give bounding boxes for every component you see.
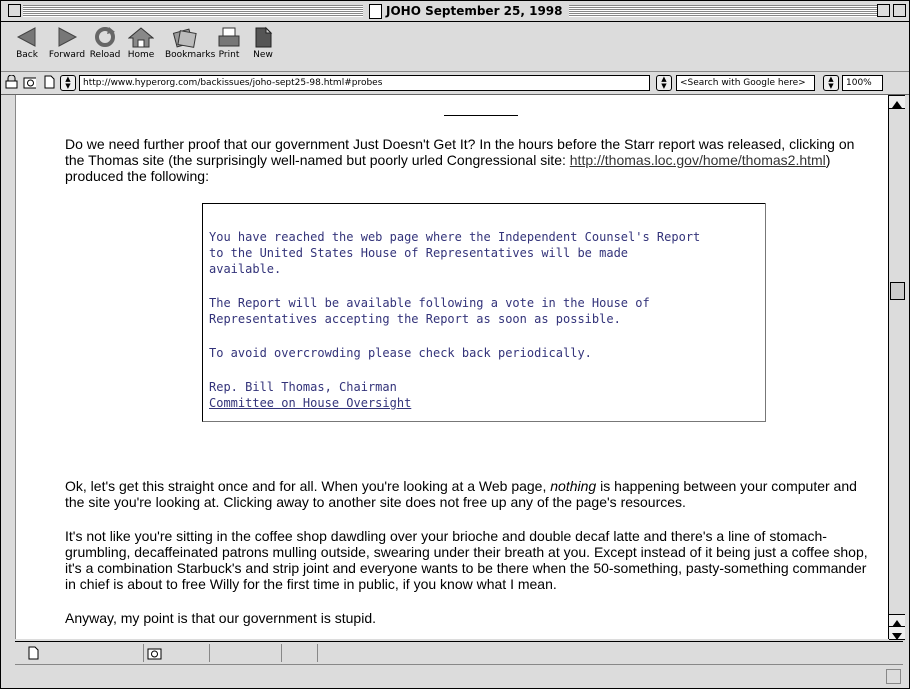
status-cell-camera [145, 644, 210, 662]
notice-line: available. [209, 262, 282, 276]
committee-link[interactable]: Committee on House Oversight [209, 396, 412, 410]
printer-icon [217, 26, 241, 48]
print-label: Print [218, 50, 240, 60]
scroll-up-button[interactable] [889, 95, 905, 109]
paragraph-coffee-shop: It's not like you're sitting in the coffee shop dawdling over your brioche and double decaf latte and there's a line of stomach-grumbling, decaffeinated patrons mulling outside, swearing under their breath at you. Except instead of it being just a coffee shop, it's a combination Starbuck's and strip joint and everyone wants to be there when the 50-something, pasty-something commander in chief is about to free Willy for the first time in public, if you know what I mean. [65, 528, 868, 592]
home-button[interactable] [121, 26, 161, 70]
navigation-toolbar [1, 22, 909, 72]
search-field[interactable]: <Search with Google here> [676, 75, 815, 91]
url-field[interactable]: http://www.hyperorg.com/backissues/joho-sept25-98.html#probes [79, 75, 650, 91]
para2-text-b: is happening between your computer and the site you're looking at. Clicking away to another site does not free up any of the page's resources. [65, 478, 857, 510]
lock-icon[interactable] [5, 75, 18, 89]
scroll-down-button[interactable] [889, 626, 905, 640]
new-button[interactable] [243, 26, 283, 70]
location-bar [1, 72, 909, 95]
para1-text: Do we need further proof that our government Just Doesn't Get It? In the hours before the Starr report was released, clicking on the Thomas site (the surprisingly well-named but poorly urled Congressional site: [65, 136, 855, 168]
window-title-text: JOHO September 25, 1998 [386, 4, 563, 18]
para2-emphasis: nothing [550, 478, 597, 494]
forward-arrow-icon [55, 26, 79, 48]
notice-line: The Report will be available following a vote in the House of [209, 296, 650, 310]
back-label: Back [16, 50, 38, 60]
page-info-icon[interactable] [43, 75, 56, 89]
thomas-link[interactable]: http://thomas.loc.gov/home/thomas2.html [569, 152, 826, 168]
collapse-box[interactable] [893, 4, 906, 17]
camera-status-icon [147, 646, 162, 660]
paragraph-thomas [65, 136, 875, 184]
notice-line: You have reached the web page where the Independent Counsel's Report [209, 230, 701, 244]
home-icon [128, 26, 154, 48]
scroll-thumb[interactable] [890, 282, 905, 300]
search-engine-stepper[interactable]: ▲ ▼ [656, 75, 672, 91]
new-page-icon [251, 26, 275, 48]
notice-signer: Rep. Bill Thomas, Chairman [209, 380, 397, 394]
page-content [15, 95, 888, 639]
camera-icon[interactable] [23, 75, 36, 89]
document-icon [369, 4, 382, 19]
notice-top-rule [203, 203, 765, 204]
reload-label: Reload [89, 50, 121, 60]
bookmarks-button[interactable] [165, 26, 216, 70]
close-box[interactable] [8, 4, 21, 17]
notice-line: to the United States House of Representatives will be made [209, 246, 629, 260]
vertical-scrollbar[interactable] [888, 95, 905, 639]
page-status-icon [28, 646, 40, 660]
bookmarks-label: Bookmarks [165, 50, 216, 60]
reload-button[interactable] [85, 26, 125, 70]
notice-line: Representatives accepting the Report as soon as possible. [209, 312, 621, 326]
title-bar[interactable] [1, 1, 909, 22]
status-bar [15, 641, 903, 664]
status-cell-empty-1 [211, 644, 282, 662]
reload-icon [93, 26, 117, 48]
back-button[interactable] [7, 26, 47, 70]
paragraph-web-page [65, 478, 875, 510]
thomas-notice-box [202, 203, 766, 422]
forward-button[interactable] [47, 26, 87, 70]
zoom-box[interactable] [877, 4, 890, 17]
para2-text-a: Ok, let's get this straight once and for all. When you're looking at a Web page, [65, 478, 551, 494]
resize-grip[interactable] [886, 669, 901, 684]
paragraph-conclusion: Anyway, my point is that our government is stupid. [65, 610, 376, 626]
zoom-stepper[interactable]: ▲ ▼ [823, 75, 839, 91]
zoom-field[interactable]: 100% [842, 75, 883, 91]
url-history-stepper[interactable]: ▲ ▼ [60, 75, 76, 91]
notice-line: To avoid overcrowding please check back periodically. [209, 346, 592, 360]
section-divider [444, 115, 518, 116]
para1-end: ) produced the following: [65, 152, 831, 184]
bottom-bar [15, 664, 903, 687]
window-title [363, 2, 569, 20]
status-cell-page [19, 644, 144, 662]
bookmarks-icon [172, 26, 198, 48]
up-arrow-icon [889, 99, 905, 111]
back-arrow-icon [15, 26, 39, 48]
status-cell-empty-2 [283, 644, 318, 662]
new-label: New [253, 50, 273, 60]
home-label: Home [127, 50, 155, 60]
left-gutter [1, 95, 14, 639]
forward-label: Forward [48, 50, 86, 60]
